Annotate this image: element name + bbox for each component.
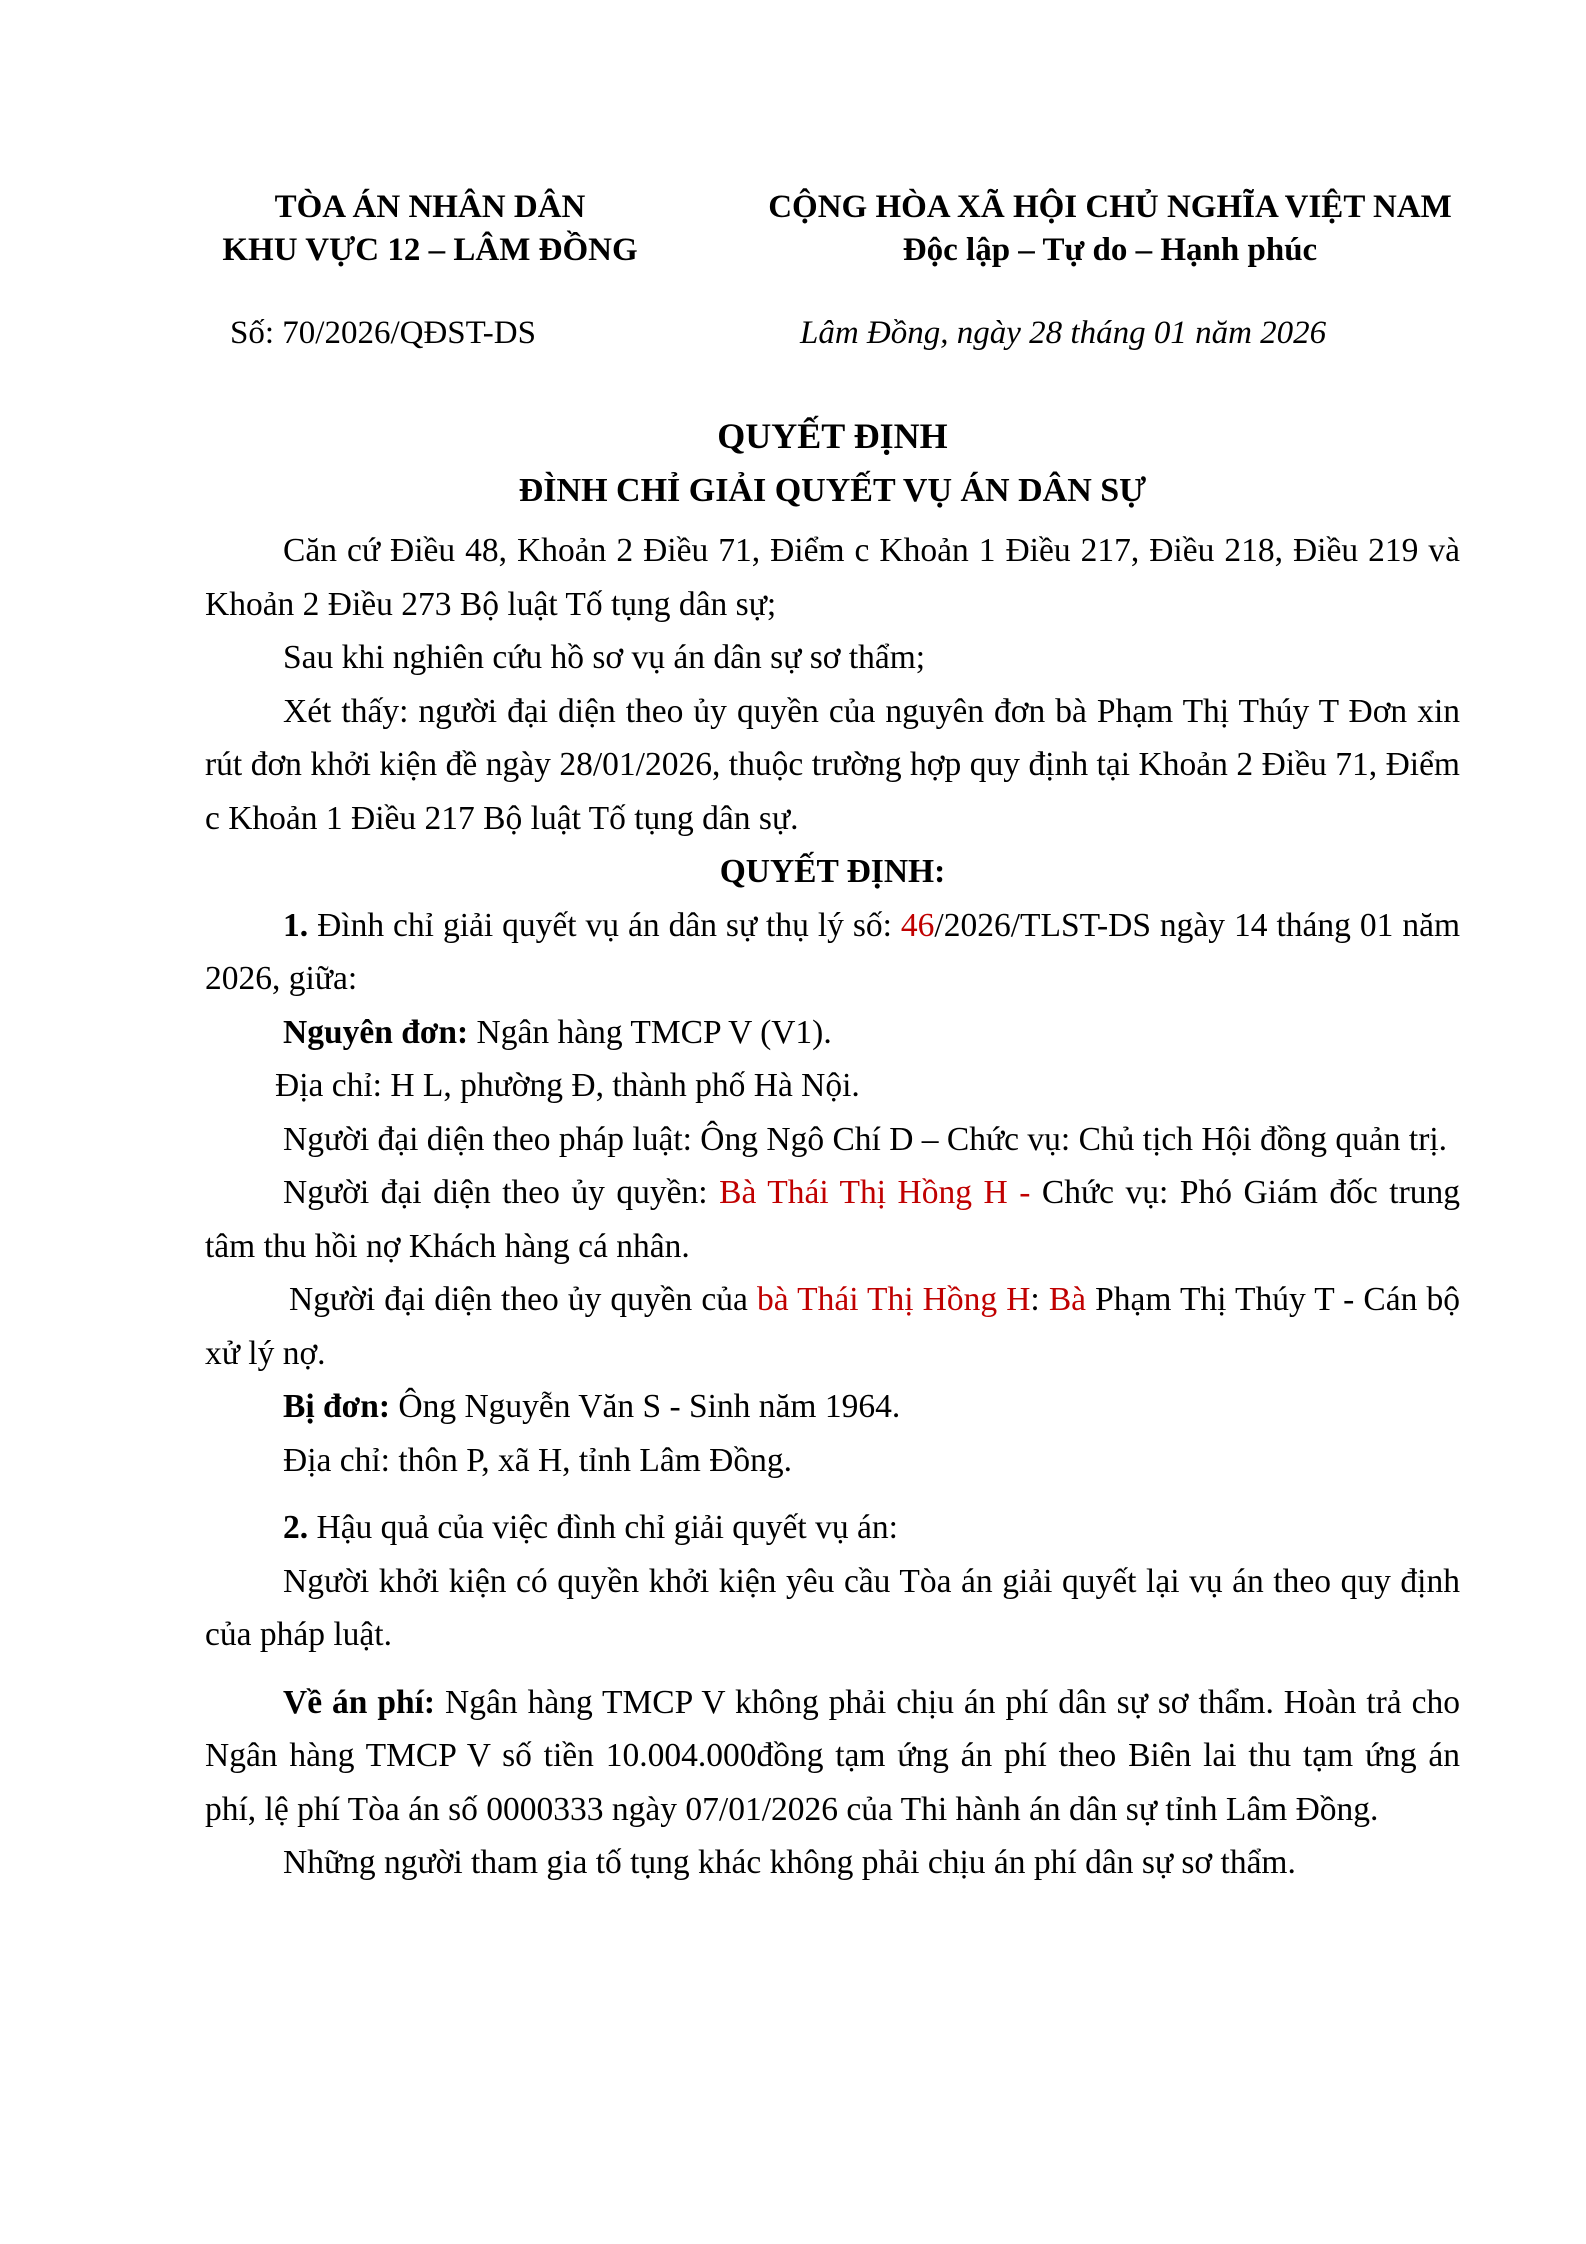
plaintiff-address: Địa chỉ: H L, phường Đ, thành phố Hà Nội.: [275, 1067, 860, 1104]
decision-heading: QUYẾT ĐỊNH:: [719, 853, 946, 890]
auth-rep-suffix: Chức vụ: Phó Giám đốc trung tâm thu hồi nợ Khách hàng cá nhân.: [205, 1174, 1460, 1265]
national-header: [730, 186, 1490, 272]
place-date: Lâm Đồng, ngày 28 tháng 01 năm 2026: [800, 315, 1327, 351]
national-title: CỘNG HÒA XÃ HỘI CHỦ NGHĨA VIỆT NAM: [768, 189, 1452, 225]
item-2-text: Người khởi kiện có quyền khởi kiện yêu cầu Tòa án giải quyết lại vụ án theo quy định của pháp luật.: [205, 1562, 1460, 1653]
defendant-address: Địa chỉ: thôn P, xã H, tỉnh Lâm Đồng.: [283, 1441, 792, 1479]
legal-representative: Người đại diện theo pháp luật: Ông Ngô Chí D – Chức vụ: Chủ tịch Hội đồng quản trị.: [283, 1120, 1448, 1158]
court-region: KHU VỰC 12 – LÂM ĐỒNG: [222, 232, 638, 268]
reference-number: Số: 70/2026/QĐST-DS: [230, 315, 536, 351]
plaintiff-label: Nguyên đơn:: [283, 1013, 469, 1051]
sub-rep-suffix: Phạm Thị Thúy T - Cán bộ xử lý nợ.: [205, 1281, 1460, 1372]
defendant-label: Bị đơn:: [283, 1388, 390, 1425]
court-fee: [205, 1676, 1460, 1837]
document-title: QUYẾT ĐỊNH: [717, 416, 948, 456]
document-body: [205, 524, 1460, 1890]
finding-statement: Xét thấy: người đại diện theo ủy quyền của nguyên đơn bà Phạm Thị Thúy T Đơn xin rút đơn khởi kiện đề ngày 28/01/2026, thuộc trường hợp quy định tại Khoản 2 Điều 71, Điểm c Khoản 1 Điều 217 Bộ luật Tố tụng dân sự.: [205, 692, 1460, 837]
auth-rep-name: Bà Thái Thị Hồng H -: [719, 1174, 1031, 1211]
plaintiff-value: Ngân hàng TMCP V (V1).: [468, 1013, 832, 1051]
document-subtitle: ĐÌNH CHỈ GIẢI QUYẾT VỤ ÁN DÂN SỰ: [518, 472, 1147, 509]
sub-rep-ba: Bà: [1048, 1281, 1087, 1318]
plaintiff: [205, 1006, 1460, 1060]
item-1-text-before: Đình chỉ giải quyết vụ án dân sự thụ lý số:: [308, 906, 901, 944]
sub-authorized-representative: [205, 1273, 1460, 1380]
item-2-heading-text: Hậu quả của việc đình chỉ giải quyết vụ án:: [308, 1509, 898, 1546]
others-fee-statement: Những người tham gia tố tụng khác không phải chịu án phí dân sự sơ thẩm.: [283, 1844, 1296, 1881]
item-1-text-after: /2026/TLST-DS ngày 14 tháng 01 năm 2026, giữa:: [205, 906, 1460, 997]
court-header: [200, 186, 660, 272]
defendant: [205, 1380, 1460, 1434]
national-motto: Độc lập – Tự do – Hạnh phúc: [902, 232, 1318, 268]
review-statement: Sau khi nghiên cứu hồ sơ vụ án dân sự sơ thẩm;: [283, 639, 926, 676]
authorized-representative: [205, 1166, 1460, 1273]
item-1-text: [205, 899, 1460, 1006]
court-name: TÒA ÁN NHÂN DÂN: [274, 189, 586, 225]
defendant-value: Ông Nguyễn Văn S - Sinh năm 1964.: [390, 1388, 901, 1425]
sub-rep-highlight: bà Thái Thị Hồng H: [757, 1281, 1031, 1318]
item-1-number: 1.: [283, 906, 309, 944]
item-2-number: 2.: [283, 1509, 309, 1546]
sub-rep-colon: :: [1030, 1281, 1049, 1318]
court-fee-text: Ngân hàng TMCP V không phải chịu án phí dân sự sơ thẩm. Hoàn trả cho Ngân hàng TMCP V số tiền 10.004.000đồng tạm ứng án phí theo Biên lai thu tạm ứng án phí, lệ phí Tòa án số 0000333 ngày 07/01/2026 của Thi hành án dân sự tỉnh Lâm Đồng.: [205, 1683, 1460, 1828]
sub-rep-prefix: Người đại diện theo ủy quyền của: [289, 1281, 758, 1318]
legal-basis: Căn cứ Điều 48, Khoản 2 Điều 71, Điểm c Khoản 1 Điều 217, Điều 218, Điều 219 và Khoản 2 Điều 273 Bộ luật Tố tụng dân sự;: [205, 532, 1460, 623]
case-number-highlight: 46: [900, 906, 935, 944]
auth-rep-prefix: Người đại diện theo ủy quyền:: [283, 1174, 720, 1211]
court-fee-label: Về án phí:: [283, 1683, 436, 1721]
item-2-heading: [205, 1501, 1460, 1555]
